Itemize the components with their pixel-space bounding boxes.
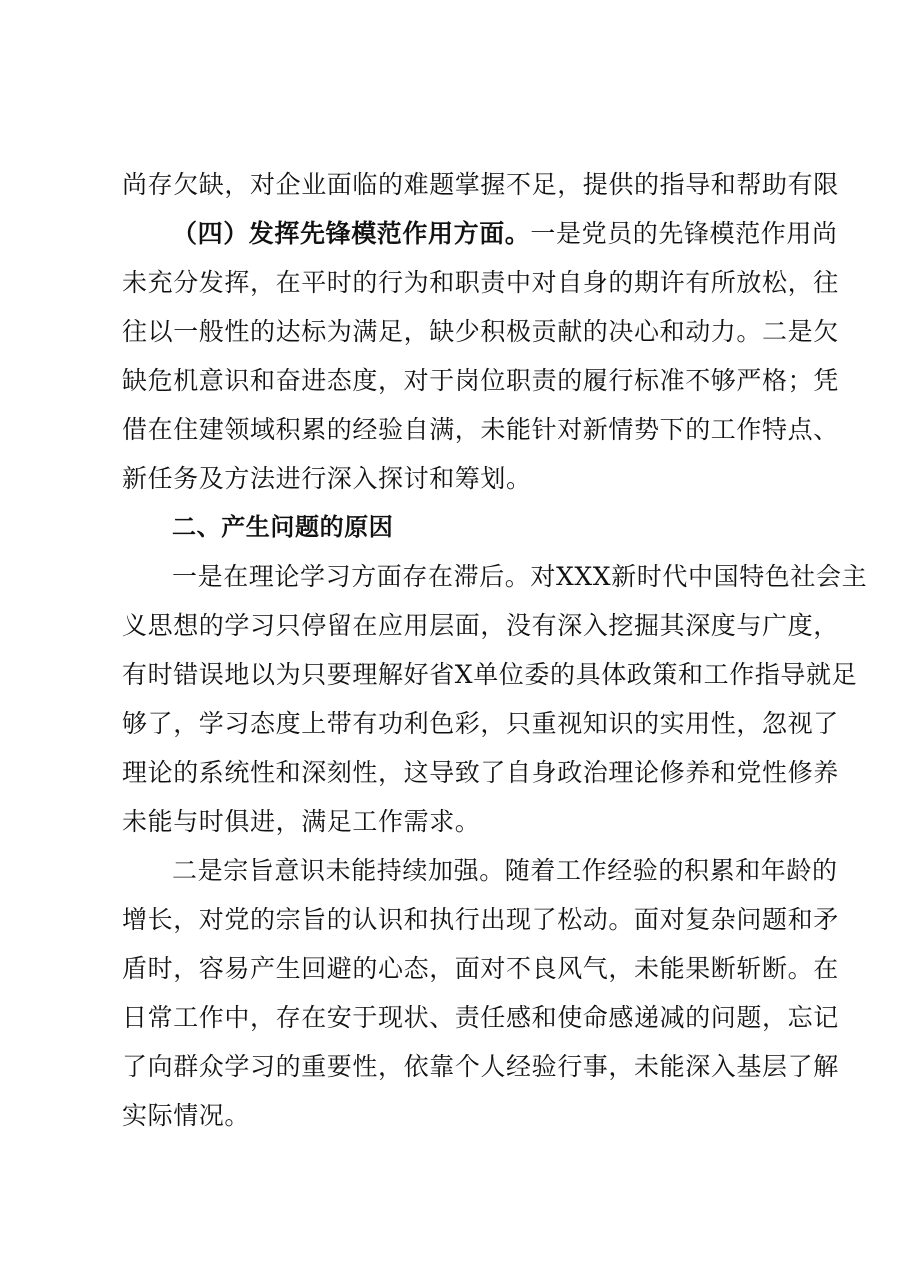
- body-line: 了向群众学习的重要性，依靠个人经验行事，未能深入基层了解: [122, 1052, 839, 1081]
- body-line: 缺危机意识和奋进态度，对于岗位职责的履行标准不够严格；凭: [122, 366, 839, 395]
- body-line: 日常工作中，存在安于现状、责任感和使命感递减的问题，忘记: [122, 1003, 839, 1032]
- body-line: 一是在理论学习方面存在滞后。对XXX新时代中国特色社会主: [172, 562, 868, 591]
- body-line: [122, 209, 838, 258]
- section-subheading: （四）发挥先锋模范作用方面。: [172, 219, 531, 248]
- body-line: 尚存欠缺，对企业面临的难题掌握不足，提供的指导和帮助有限: [122, 170, 839, 199]
- body-line: 往以一般性的达标为满足，缺少积极贡献的决心和动力。二是欠: [122, 317, 839, 346]
- body-line: 义思想的学习只停留在应用层面，没有深入挖掘其深度与广度，: [122, 611, 839, 640]
- body-line: 未能与时俱进，满足工作需求。: [122, 807, 481, 836]
- body-line: 二是宗旨意识未能持续加强。随着工作经验的积累和年龄的: [172, 856, 838, 885]
- body-line: 理论的系统性和深刻性，这导致了自身政治理论修养和党性修养: [122, 758, 839, 787]
- body-line: 未充分发挥，在平时的行为和职责中对自身的期许有所放松，往: [122, 268, 839, 297]
- body-text: 一是党员的先锋模范作用尚: [530, 219, 838, 248]
- body-line: 借在住建领域积累的经验自满，未能针对新情势下的工作特点、: [122, 415, 839, 444]
- document-page: [122, 160, 868, 1140]
- body-line: 增长，对党的宗旨的认识和执行出现了松动。面对复杂问题和矛: [122, 905, 839, 934]
- body-line: 有时错误地以为只要理解好省X单位委的具体政策和工作指导就足: [122, 660, 858, 689]
- body-line: 够了，学习态度上带有功利色彩，只重视知识的实用性，忽视了: [122, 709, 839, 738]
- section-heading: 二、产生问题的原因: [172, 513, 394, 541]
- body-line: 新任务及方法进行深入探讨和筹划。: [122, 464, 532, 493]
- body-line: 盾时，容易产生回避的心态，面对不良风气，未能果断斩断。在: [122, 954, 839, 983]
- body-line: 实际情况。: [122, 1101, 251, 1130]
